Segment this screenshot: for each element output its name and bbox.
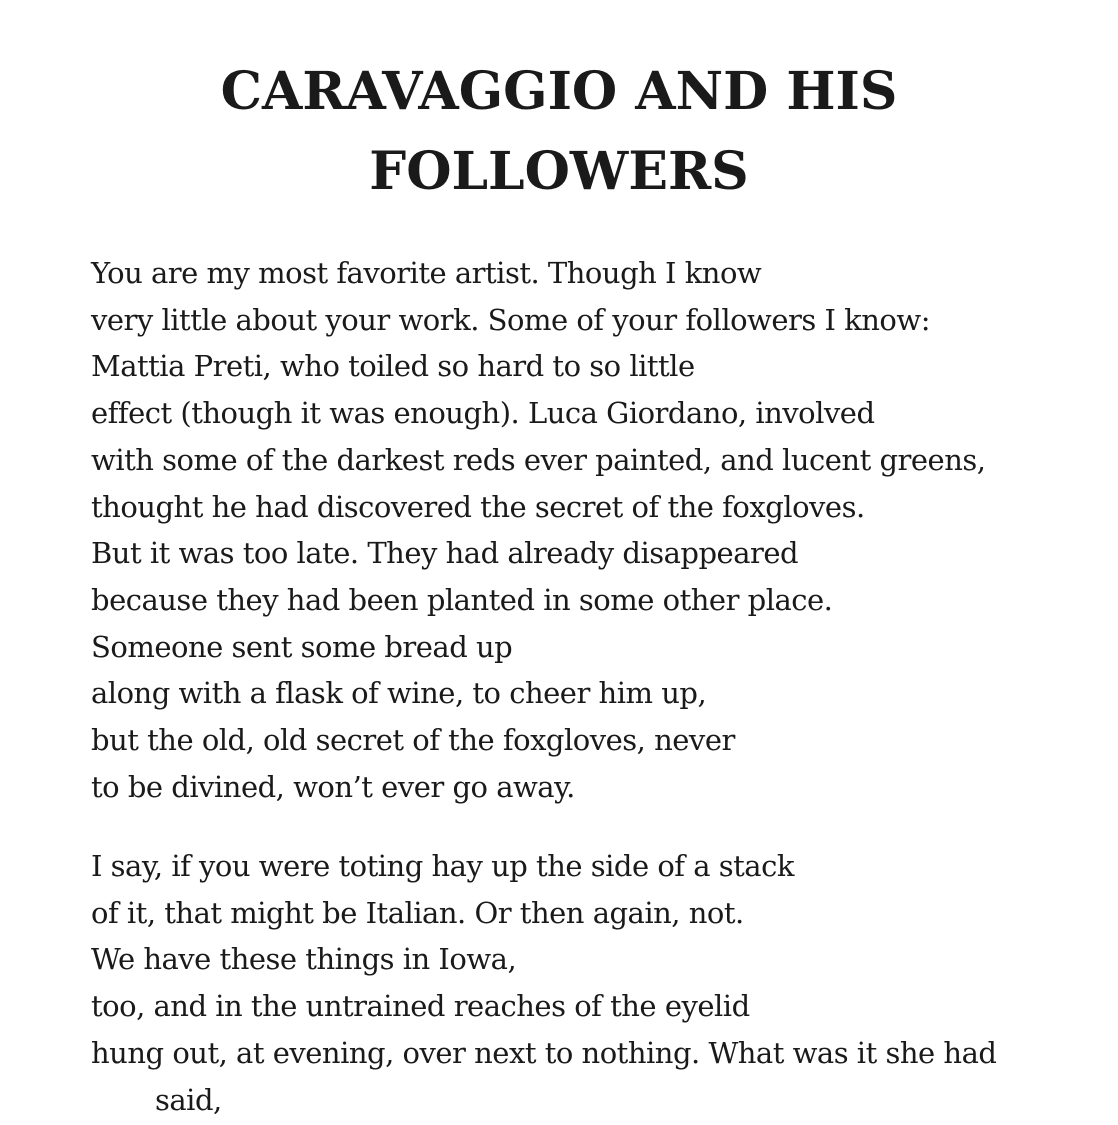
poem-line: Someone sent some bread up	[91, 629, 513, 664]
poem-line: to be divined, won’t ever go away.	[91, 769, 575, 804]
poem-line: I say, if you were toting hay up the side of a stack	[91, 849, 794, 883]
poem-title-line: FOLLOWERS	[369, 141, 749, 202]
poem-title-line: CARAVAGGIO AND HIS	[220, 61, 898, 122]
poem-line: with some of the darkest reds ever painted, and lucent greens,	[91, 442, 986, 477]
poem-line: hung out, at evening, over next to nothing. What was it she had	[91, 1035, 997, 1070]
poem-line-continuation: said,	[155, 1082, 222, 1117]
poem-line: effect (though it was enough). Luca Giordano, involved	[91, 396, 875, 431]
poem-line: Mattia Preti, who toiled so hard to so little	[91, 349, 695, 384]
poem-line: You are my most favorite artist. Though I know	[91, 256, 762, 290]
poem-line: But it was too late. They had already disappeared	[91, 536, 799, 571]
poem-line: We have these things in Iowa,	[91, 942, 517, 977]
poem-line: but the old, old secret of the foxgloves, never	[91, 723, 735, 758]
poem-line: because they had been planted in some other place.	[91, 582, 833, 617]
poem-line: too, and in the untrained reaches of the eyelid	[91, 989, 750, 1024]
poem-line: thought he had discovered the secret of the foxgloves.	[91, 489, 865, 524]
poem-title	[0, 52, 1118, 212]
poem-line: very little about your work. Some of your followers I know:	[91, 302, 930, 337]
stanza-2	[91, 843, 996, 1123]
stanza-1	[91, 250, 985, 810]
poem-line: along with a flask of wine, to cheer him up,	[91, 676, 707, 711]
poem-line: of it, that might be Italian. Or then again, not.	[91, 895, 744, 930]
